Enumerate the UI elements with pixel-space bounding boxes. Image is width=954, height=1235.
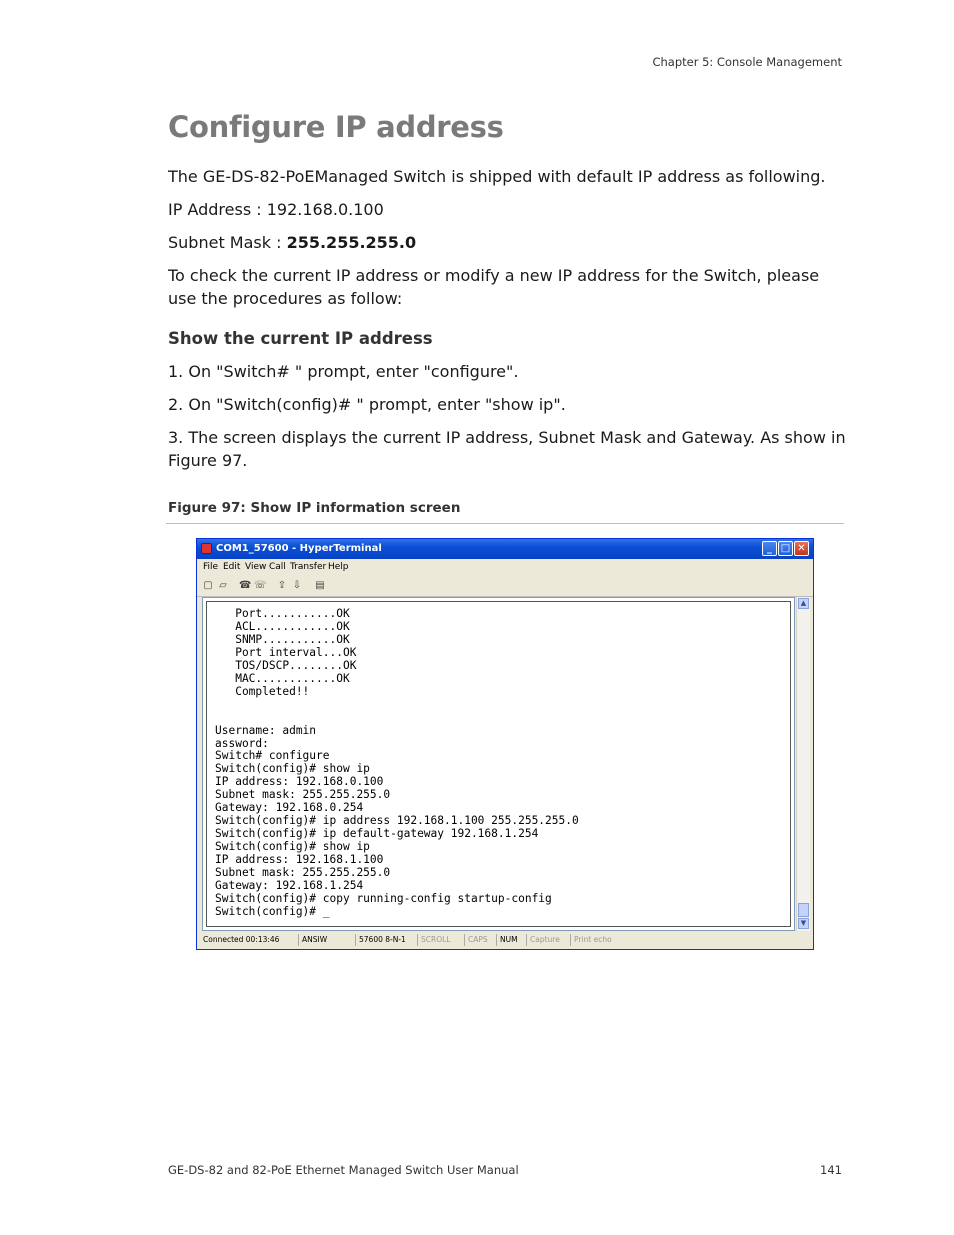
minimize-button[interactable]: _: [762, 541, 777, 556]
terminal-line: [215, 699, 579, 712]
send-file-icon[interactable]: ⇪: [277, 580, 287, 591]
connect-phone-icon[interactable]: ☎: [239, 580, 252, 591]
status-num: NUM: [496, 934, 526, 946]
vertical-scrollbar[interactable]: [796, 597, 810, 931]
properties-icon[interactable]: ▤: [315, 580, 325, 591]
step-2: 2. On "Switch(config)# " prompt, enter "show ip".: [168, 395, 566, 414]
disconnect-icon[interactable]: ☏: [254, 580, 267, 591]
menu-help[interactable]: Help: [328, 562, 349, 572]
window-titlebar[interactable]: [197, 539, 813, 559]
footer-manual-title: GE-DS-82 and 82-PoE Ethernet Managed Switch User Manual: [168, 1163, 519, 1177]
figure-caption: Figure 97: Show IP information screen: [168, 500, 461, 516]
status-print-echo: Print echo: [570, 934, 624, 946]
terminal-line: TOS/DSCP........OK: [215, 658, 357, 672]
terminal-line: IP address: 192.168.0.100: [215, 775, 384, 789]
status-capture: Capture: [526, 934, 570, 946]
menu-call[interactable]: Call: [269, 562, 286, 572]
subnet-mask-label: Subnet Mask :: [168, 233, 287, 252]
status-emulation: ANSIW: [298, 934, 355, 946]
terminal-line: Switch(config)# show ip: [215, 762, 370, 776]
terminal-line: SNMP...........OK: [215, 632, 350, 646]
subnet-mask-line: [168, 231, 848, 254]
terminal-line: Switch(config)# ip address 192.168.1.100 255.255.255.0: [215, 814, 579, 828]
status-caps: CAPS: [464, 934, 496, 946]
step-1: 1. On "Switch# " prompt, enter "configure".: [168, 362, 519, 381]
terminal-line: Username: admin: [215, 723, 317, 737]
terminal-line: Switch(config)# copy running-config startup-config: [215, 891, 552, 905]
hyperterminal-app-icon: [201, 543, 212, 554]
menu-transfer[interactable]: Transfer: [290, 562, 327, 572]
terminal-line: ACL............OK: [215, 619, 350, 633]
terminal-line: Switch(config)# show ip: [215, 840, 370, 854]
terminal-line: Switch(config)# ip default-gateway 192.168.1.254: [215, 827, 539, 841]
maximize-button[interactable]: □: [778, 541, 793, 556]
hyperterminal-window: [196, 538, 814, 950]
caption-divider: [166, 523, 844, 524]
footer-page-number: 141: [820, 1163, 842, 1177]
terminal-line: Subnet mask: 255.255.255.0: [215, 788, 391, 802]
status-settings: 57600 8-N-1: [355, 934, 417, 946]
scroll-thumb[interactable]: [798, 903, 809, 917]
terminal-line: Port...........OK: [215, 607, 350, 620]
terminal-line: Subnet mask: 255.255.255.0: [215, 866, 391, 880]
terminal-line: [215, 712, 579, 725]
terminal-area[interactable]: [202, 597, 795, 931]
receive-file-icon[interactable]: ⇩: [292, 580, 302, 591]
terminal-line: Switch# configure: [215, 749, 330, 763]
terminal-line: MAC............OK: [215, 671, 350, 685]
subnet-mask-value: 255.255.255.0: [286, 233, 417, 252]
section-subheading: Show the current IP address: [168, 329, 433, 348]
terminal-line: assword:: [215, 736, 269, 750]
terminal-line: IP address: 192.168.1.100: [215, 853, 384, 867]
intro-paragraph: The GE-DS-82-PoEManaged Switch is shipped with default IP address as following.: [168, 167, 826, 186]
status-scroll: SCROLL: [417, 934, 464, 946]
page-title: Configure IP address: [168, 110, 504, 144]
terminal-line: Completed!!: [215, 684, 310, 698]
close-button[interactable]: ✕: [794, 541, 809, 556]
status-bar: [197, 933, 813, 949]
terminal-line: Gateway: 192.168.0.254: [215, 801, 364, 815]
toolbar: [197, 577, 813, 597]
ip-address-line: IP Address : 192.168.0.100: [168, 200, 384, 219]
terminal-line: Switch(config)# _: [215, 904, 330, 918]
status-connected: Connected 00:13:46: [203, 935, 280, 944]
new-file-icon[interactable]: ▢: [203, 580, 213, 591]
scroll-down-icon[interactable]: ▼: [798, 918, 809, 929]
scroll-up-icon[interactable]: ▲: [798, 598, 809, 609]
terminal-line: Gateway: 192.168.1.254: [215, 879, 364, 893]
menu-view[interactable]: View: [245, 562, 267, 572]
check-paragraph: To check the current IP address or modify a new IP address for the Switch, please use the procedures as follow:: [168, 266, 820, 308]
chapter-header: Chapter 5: Console Management: [652, 55, 842, 69]
step-3: 3. The screen displays the current IP address, Subnet Mask and Gateway. As show in Figure 97.: [168, 428, 846, 470]
terminal-output: [215, 608, 579, 919]
menu-file[interactable]: File: [203, 562, 219, 572]
terminal-line: Port interval...OK: [215, 645, 357, 659]
open-folder-icon[interactable]: ▱: [219, 580, 227, 591]
menu-bar: [197, 560, 813, 576]
menu-edit[interactable]: Edit: [223, 562, 241, 572]
window-title: COM1_57600 - HyperTerminal: [216, 543, 382, 554]
